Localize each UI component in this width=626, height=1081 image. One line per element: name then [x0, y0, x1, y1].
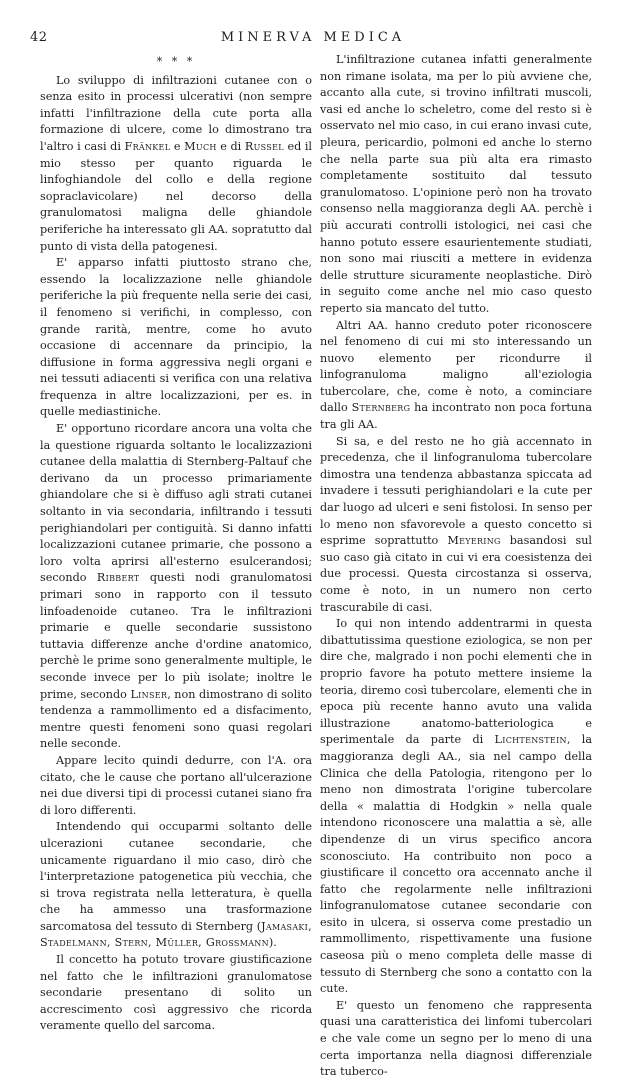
page-number: 42 [30, 30, 48, 45]
paragraph: E' opportuno ricordare ancora una volta che la questione riguarda soltanto le localizzazioni cutanee della malattia di Sternberg-Paltauf che derivano da un processo primariamente ghiandolare che si è diffuso agli strati cutanei soltanto in via secondaria, infiltrando i tessuti perighiandolari per contiguità. Si danno infatti localizzazioni cutanee primarie, che possono a loro volta aprirsi all'esterno esulcerandosi; secondo Ribbert questi nodi granulomatosi primari sono in rapporto con il tessuto linfoadenoide cutaneo. Tra le infiltrazioni primarie e quelle secondarie sussistono tuttavia differenze anche d'ordine anatomico, perchè le prime sono generalmente multiple, le seconde invece per lo più isolate; inoltre le prime, secondo Linser, non dimostrano di solito tendenza a rammollimento ed a disfacimento, mentre questi fenomeni sono quasi regolari nelle seconde. [40, 422, 312, 751]
author-name: Linser [130, 687, 168, 701]
author-name: Russel [244, 139, 284, 153]
paragraph: Si sa, e del resto ne ho già accennato in precedenza, che il linfogranuloma tubercolare dimostra una tendenza abbastanza spiccata ad invadere i tessuti perighiandolari e la cute per dar luogo ad ulceri e seni fistolosi. In senso per lo meno non sfavorevole a questo concetto si esprime soprattutto Meyering basandosi sul suo caso già citato in cui vi era coesistenza dei due processi. Questa circostanza si osserva, come è noto, in un numero non certo trascurabile di casi. [320, 434, 592, 614]
paragraph: Lo sviluppo di infiltrazioni cutanee con o senza esito in processi ulcerativi (non sempre infatti l'infiltrazione della cute porta alla formazione di ulcere, come lo dimostrano tra l'altro i casi di Fränkel e Much e di Russel ed il mio stesso per quanto riguarda le linfoghiandole del collo e della regione sopraclavicolare) nel decorso della granulomatosi maligna delle ghiandole periferiche ha interessato gli AA. sopratutto dal punto di vista della patogenesi. [40, 73, 313, 253]
right-column [320, 52, 592, 1081]
paragraph: E' apparso infatti piuttosto strano che, essendo la localizzazione nelle ghiandole periferiche la più frequente nella serie dei casi, il fenomeno si verifichi, in complesso, con grande rarità, mentre, come ho avuto occasione di accennare da principio, la diffusione in forma aggressiva negli organi e nei tessuti adiacenti si verifica con una relativa frequenza in altre localizzazioni, per es. in quelle mediastiniche. [40, 256, 312, 419]
paragraph: L'infiltrazione cutanea infatti generalmente non rimane isolata, ma per lo più avviene che, accanto alla cute, si trovino infiltrati muscoli, vasi ed anche lo scheletro, come del resto si è osservato nel mio caso, in cui erano invasi cute, pleura, pericardio, polmoni ed anche lo sterno che nella parte sua più alta era rimasto completamente sostituito dal tessuto granulomatoso. L'opinione però non ha trovato consenso nella maggioranza degli AA. perchè i più accurati controlli istologici, nei casi che hanno potuto essere esaurientemente studiati, non sono mai riusciti a mettere in evidenza delle strutture sicuramente neoplastiche. Dirò in seguito come anche nel mio caso questo reperto sia mancato del tutto. [320, 53, 592, 315]
paragraph: E' questo un fenomeno che rappresenta quasi una caratteristica dei linfomi tubercolari e che vale come un segno per lo meno di una certa importanza nella diagnosi differenziale tra tuberco- [320, 998, 592, 1079]
author-name: Ribbert [96, 571, 140, 585]
author-name: Sternberg [351, 401, 411, 415]
paragraph: Intendendo qui occuparmi soltanto delle ulcerazioni cutanee secondarie, che unicamente riguardano il mio caso, dirò che l'interpretazione patogenetica più vecchia, che si trova registrata nella letteratura, è quella che ha ammesso una trasformazione sarcomatosa del tessuto di Sternberg (Jamasaki, Stadelmann, Stern, Müller, Grossmann). [40, 820, 312, 950]
left-column [40, 54, 312, 1035]
paragraph: Altri AA. hanno creduto poter riconoscere nel fenomeno di cui mi sto interessando un nuovo elemento per ricondurre il linfogranuloma maligno all'eziologia tubercolare, che, come è noto, a cominciare dallo Sternberg ha incontrato non poca fortuna tra gli AA. [320, 318, 593, 432]
author-name: Fränkel [124, 139, 171, 153]
paragraph: Io qui non intendo addentrarmi in questa dibattutissima questione eziologica, se non per dire che, malgrado i non pochi elementi che in proprio favore ha potuto mettere insieme la teoria, diremo così tubercolare, elementi che in epoca più recente hanno avuto una valida illustrazione anatomo-batteriologica e sperimentale da parte di Lichtenstein, la maggioranza degli AA., sia nel campo della Clinica che della Patologia, ritengono per lo meno non dimostrata l'origine tubercolare della « malattia di Hodgkin » nella quale intendono riconoscere una malattia a sè, alle dipendenze di un virus specifico ancora sconosciuto. Ha contribuito non poco a giustificare il concetto ora accennato anche il fatto che regolarmente nelle infiltrazioni linfogranulomatose cutanee secondarie con esito in ulcera, si osserva come prestadio un rammollimento, rispettivamente una fusione caseosa più o meno completa delle masse di tessuto di Sternberg che sono a contatto con la cute. [320, 617, 592, 996]
journal-title: MINERVA MEDICA [220, 30, 406, 45]
author-name: Lichtenstein [494, 733, 567, 747]
author-names: Jamasaki, Stadelmann, Stern, Müller, Grossmann [40, 919, 312, 950]
page-header [30, 30, 596, 48]
paragraph: Appare lecito quindi dedurre, con l'A. ora citato, che le cause che portano all'ulcerazione nei due diversi tipi di processi cutanei siano fra di loro differenti. [40, 753, 312, 817]
author-name: Much [184, 139, 217, 153]
paragraph: Il concetto ha potuto trovare giustificazione nel fatto che le infiltrazioni granulomatose secondarie presentano di solito un accrescimento così aggressivo che ricorda veramente quello del sarcoma. [40, 953, 312, 1033]
author-name: Meyering [447, 534, 501, 548]
section-separator: * * * [156, 55, 196, 68]
